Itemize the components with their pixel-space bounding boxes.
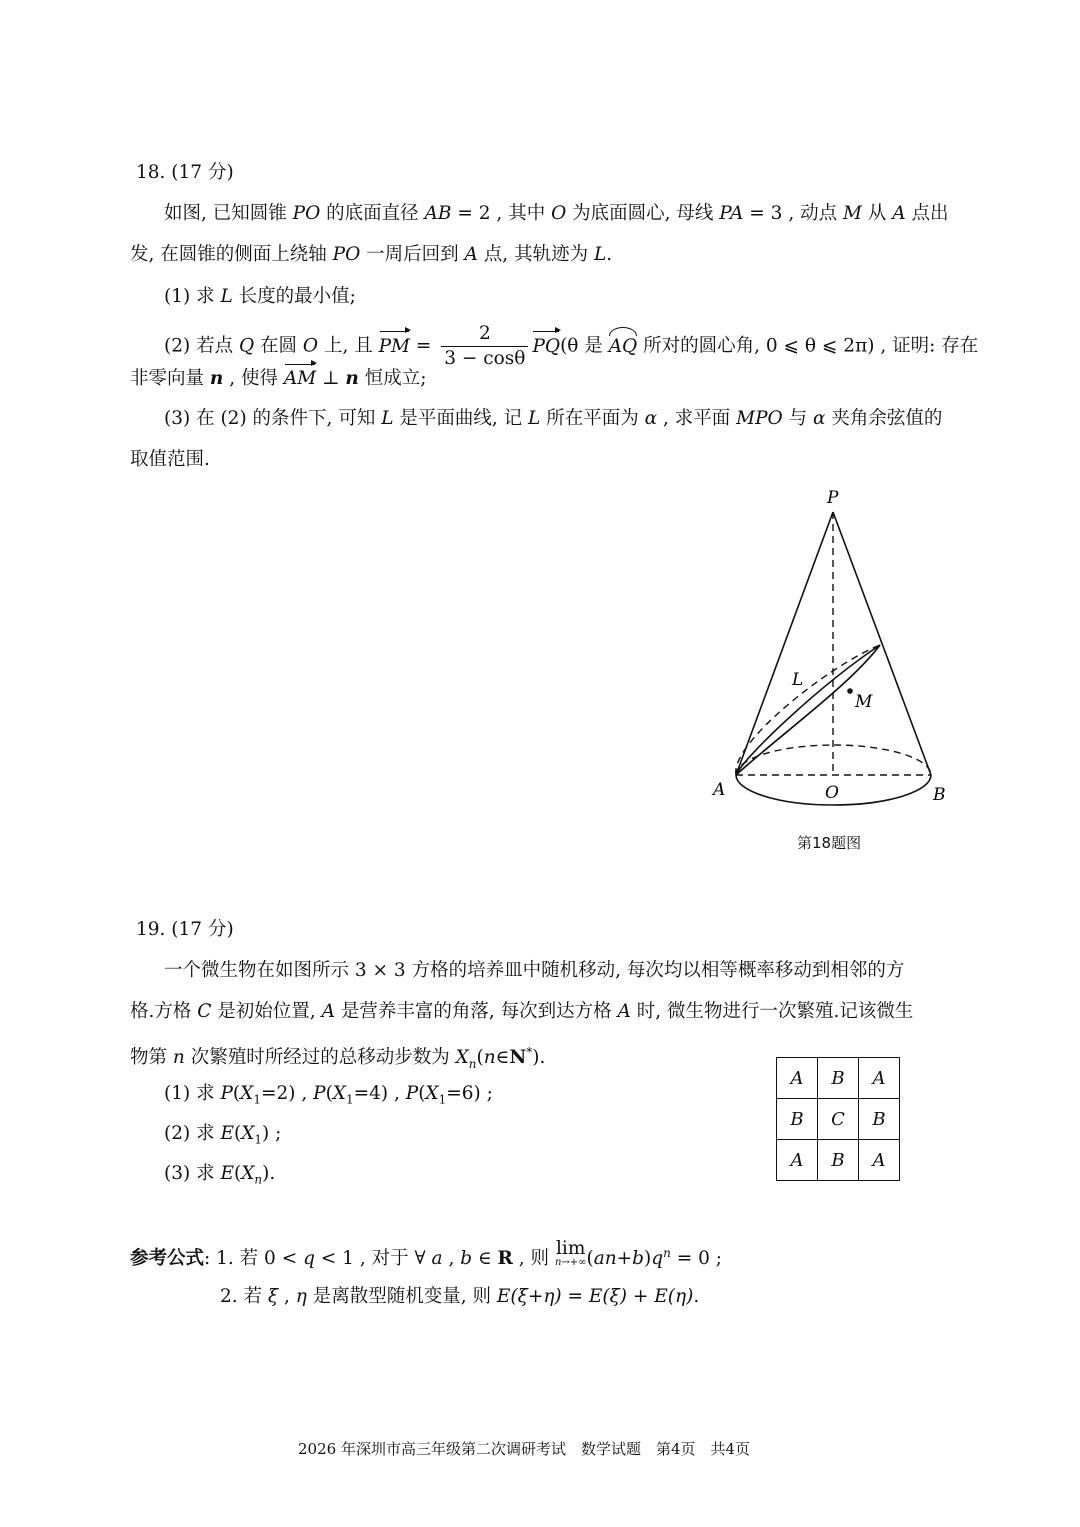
text: X: [332, 1083, 346, 1104]
text: , 求平面: [657, 408, 737, 429]
text: 恒成立;: [358, 368, 427, 389]
text: P: [313, 1083, 326, 1104]
text: 发, 在圆锥的侧面上绕轴: [130, 244, 333, 265]
text: 夹角余弦值的: [825, 408, 943, 429]
text: = 0 ;: [670, 1248, 722, 1270]
text: 点出: [905, 203, 949, 224]
text: 1: [345, 1092, 354, 1107]
text: , 则: [512, 1248, 555, 1270]
text: X: [241, 1123, 255, 1144]
text: E(ξ+η) = E(ξ) + E(η): [496, 1286, 694, 1307]
text: q: [303, 1248, 315, 1270]
text: < 1 , 对于 ∀: [314, 1248, 432, 1270]
text: (: [476, 1047, 484, 1069]
text: 如图, 已知圆锥: [164, 203, 293, 224]
grid-cell: A: [777, 1140, 818, 1181]
text: (1) 求: [164, 1083, 221, 1104]
text: ,: [442, 1248, 461, 1270]
text: = 2 , 其中: [451, 203, 552, 224]
text: n: [254, 1172, 263, 1187]
grid-row: [777, 1140, 900, 1181]
text: 是营养丰富的角落, 每次到达方格: [334, 1001, 618, 1022]
q18-intro-line1: [164, 201, 948, 227]
text: ∈: [495, 1047, 510, 1069]
text: α: [644, 408, 658, 429]
text: M: [842, 203, 862, 224]
text: 2. 若: [220, 1286, 268, 1307]
text: n: [345, 368, 359, 389]
text: (: [232, 1083, 241, 1104]
fraction-denominator: 3 − cosθ: [444, 348, 526, 369]
text: X: [240, 1083, 254, 1104]
text: ): [644, 1248, 652, 1270]
text: 格.方格: [130, 1001, 198, 1022]
text: E: [220, 1123, 234, 1144]
text: = 3 , 动点: [743, 203, 843, 224]
text: 时, 微生物进行一次繁殖.记该微生: [630, 1001, 914, 1022]
vector-pm: PM: [379, 333, 410, 361]
fraction: [441, 322, 528, 371]
text: A: [617, 1001, 631, 1022]
text: .: [606, 244, 613, 265]
text: 在圆: [254, 335, 303, 357]
text: X: [425, 1083, 439, 1104]
q19-part3: [164, 1161, 275, 1193]
grid-cell: A: [777, 1058, 818, 1099]
text: A: [321, 1001, 335, 1022]
text: η: [295, 1286, 307, 1307]
grid-cell: A: [859, 1140, 900, 1181]
q18-part1: [164, 284, 356, 310]
text: +: [616, 1248, 633, 1270]
text: 物第: [130, 1047, 173, 1069]
text: 是初始位置,: [211, 1001, 322, 1022]
text: C: [197, 1001, 212, 1022]
text: 所对的圆心角, 0 ⩽ θ ⩽ 2π) , 证明: 存在: [637, 335, 979, 357]
text: an: [593, 1248, 617, 1270]
text: n: [663, 1246, 671, 1260]
grid-cell: A: [859, 1058, 900, 1099]
q19-line3: [130, 1039, 545, 1077]
label-b: B: [933, 785, 946, 805]
text: 长度的最小值;: [232, 286, 356, 307]
text: O: [302, 335, 319, 357]
text: (θ 是: [560, 335, 609, 357]
text: L: [220, 286, 233, 307]
cone-side-left: [736, 512, 833, 775]
q18-part3-line1: [164, 406, 942, 432]
q19-part1: [164, 1081, 493, 1113]
q19-part2: [164, 1121, 281, 1153]
text: L: [593, 244, 607, 265]
text: (: [325, 1083, 333, 1104]
fraction-numerator: 2: [441, 322, 528, 347]
limit-subscript: n→+∞: [554, 1257, 587, 1268]
q18-intro-line2: [130, 242, 612, 268]
text: (: [418, 1083, 426, 1104]
vector-am: AM: [284, 366, 316, 392]
text: , 使得: [223, 368, 284, 389]
reference-formula-2: [220, 1284, 699, 1310]
text: R: [497, 1248, 513, 1270]
limit-operator: [555, 1240, 587, 1268]
q18-part3-line2: 取值范围.: [130, 449, 210, 470]
q18-number: 18. (17 分): [136, 162, 234, 183]
text: ).: [262, 1163, 276, 1184]
text: =6) ;: [446, 1083, 493, 1104]
text: P: [405, 1083, 419, 1104]
text: 1: [254, 1132, 263, 1147]
text: A: [892, 203, 906, 224]
text: AB: [424, 203, 452, 224]
text: 点, 其轨迹为: [477, 244, 594, 265]
limit-text: lim: [556, 1238, 586, 1259]
text: PO: [292, 203, 321, 224]
text: : 1. 若 0 <: [204, 1248, 304, 1270]
label-a: A: [713, 780, 726, 800]
text: 为底面圆心, 母线: [566, 203, 720, 224]
text: .: [693, 1286, 700, 1307]
text: (: [233, 1163, 242, 1184]
text: n: [483, 1047, 496, 1069]
label-p: P: [827, 488, 839, 508]
text: (: [233, 1123, 242, 1144]
text: 一周后回到: [360, 244, 465, 265]
text: PA: [719, 203, 744, 224]
text: L: [381, 408, 394, 429]
text: n: [172, 1047, 185, 1069]
text: O: [551, 203, 567, 224]
text: A: [464, 244, 478, 265]
q19-line1: 一个微生物在如图所示 3 × 3 方格的培养皿中随机移动, 每次均以相等概率移动到相邻的方: [164, 960, 905, 981]
text: a: [431, 1248, 443, 1270]
text: n: [209, 368, 224, 389]
text: =4) ,: [353, 1083, 406, 1104]
reference-formula-1: [130, 1240, 722, 1272]
vector-pq: PQ: [532, 333, 560, 361]
text: P: [220, 1083, 233, 1104]
grid-cell: C: [818, 1099, 859, 1140]
text: ∈: [472, 1248, 498, 1270]
text: (3) 求: [164, 1163, 221, 1184]
grid-row: [777, 1058, 900, 1099]
reference-label: 参考公式: [130, 1248, 205, 1270]
label-l: L: [792, 670, 804, 690]
text: MPO: [736, 408, 783, 429]
arc-aq: AQ: [609, 333, 638, 361]
text: 的底面直径: [320, 203, 425, 224]
page-footer: 2026 年深圳市高三年级第二次调研考试 数学试题 第4页 共4页: [298, 1440, 751, 1458]
text: L: [528, 408, 541, 429]
text: 是离散型随机变量, 则: [306, 1286, 497, 1307]
text: *: [526, 1045, 533, 1059]
text: (3) 在 (2) 的条件下, 可知: [164, 408, 382, 429]
text: q: [651, 1248, 664, 1270]
text: N: [509, 1047, 527, 1069]
text: 所在平面为: [540, 408, 645, 429]
text: ) ;: [262, 1123, 282, 1144]
text: E: [220, 1163, 234, 1184]
text: 1: [253, 1092, 261, 1107]
label-m: M: [855, 692, 873, 712]
text: b: [460, 1248, 473, 1270]
text: (: [586, 1248, 594, 1270]
text: Q: [238, 335, 255, 357]
grid-row: [777, 1099, 900, 1140]
text: 次繁殖时所经过的总移动步数为: [184, 1047, 456, 1069]
text: 非零向量: [130, 368, 210, 389]
text: (2) 若点: [164, 335, 239, 357]
grid-cell: B: [818, 1140, 859, 1181]
text: ξ: [267, 1286, 279, 1307]
text: =2) ,: [260, 1083, 314, 1104]
q19-number: 19. (17 分): [136, 919, 234, 940]
cone-figure: [700, 485, 980, 825]
text: 上, 且: [318, 335, 379, 357]
text: =: [410, 335, 438, 357]
text: 从: [861, 203, 893, 224]
text: ⊥: [316, 368, 346, 389]
text: n: [468, 1056, 477, 1071]
label-o: O: [825, 783, 839, 803]
text: ).: [532, 1047, 546, 1069]
q19-line2: [130, 999, 913, 1025]
petri-grid: [776, 1057, 900, 1181]
text: X: [241, 1163, 255, 1184]
grid-cell: B: [777, 1099, 818, 1140]
point-m: [847, 688, 853, 694]
q18-part2-line2: [130, 366, 426, 392]
text: 与: [782, 408, 813, 429]
text: ,: [278, 1286, 296, 1307]
grid-cell: B: [859, 1099, 900, 1140]
text: (2) 求: [164, 1123, 221, 1144]
text: PO: [332, 244, 361, 265]
figure-caption: 第18题图: [797, 834, 862, 852]
grid-cell: B: [818, 1058, 859, 1099]
text: α: [812, 408, 826, 429]
text: 是平面曲线, 记: [393, 408, 529, 429]
text: 1: [438, 1092, 447, 1107]
text: X: [455, 1047, 469, 1069]
cone-side-right: [833, 512, 931, 775]
text: (1) 求: [164, 286, 221, 307]
text: b: [632, 1248, 644, 1270]
